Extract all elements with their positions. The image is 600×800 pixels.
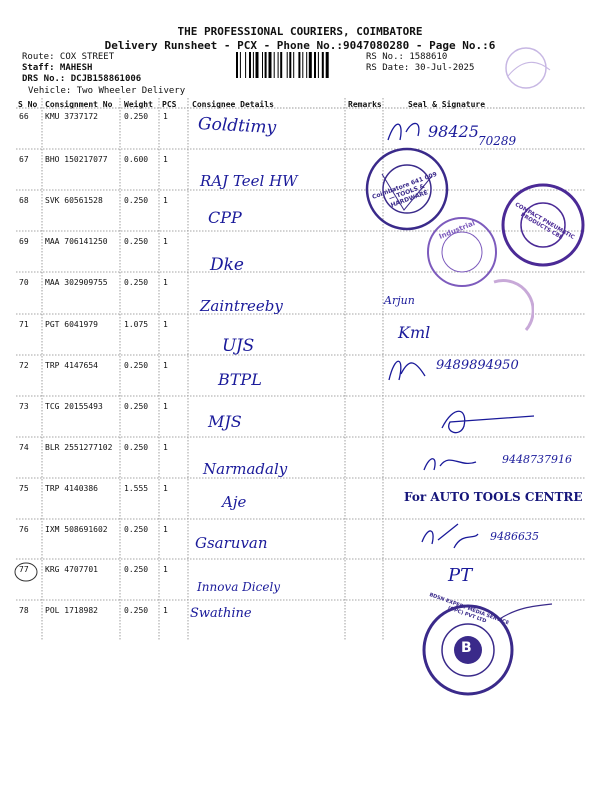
row-weight: 0.250 bbox=[124, 606, 149, 615]
col-consignment: Consignment No bbox=[45, 100, 113, 109]
signature-74-scribble bbox=[420, 448, 500, 478]
consignee-handwriting-69: Dke bbox=[210, 255, 244, 275]
signature-phone-66: 98425 bbox=[428, 122, 479, 141]
row-consignment: MAA 706141250 bbox=[45, 237, 108, 246]
consignee-handwriting-70: Zaintreeby bbox=[200, 297, 283, 315]
row-weight: 0.250 bbox=[124, 361, 149, 370]
row-consignment: TRP 4147654 bbox=[45, 361, 98, 370]
row-consignment: SVK 60561528 bbox=[45, 196, 103, 205]
row-sno: 78 bbox=[19, 606, 29, 615]
signature-71: Kml bbox=[398, 323, 431, 342]
row-pcs: 1 bbox=[163, 484, 168, 493]
signature-77: PT bbox=[448, 565, 473, 586]
row-consignment: KRG 4707701 bbox=[45, 565, 98, 574]
row-weight: 1.075 bbox=[124, 320, 149, 329]
row-weight: 1.555 bbox=[124, 484, 149, 493]
drs-label: DRS No.: DCJB158861006 bbox=[22, 74, 142, 84]
row-pcs: 1 bbox=[163, 112, 168, 121]
staff-label: Staff: MAHESH bbox=[22, 63, 93, 73]
row-pcs: 1 bbox=[163, 606, 168, 615]
row-pcs: 1 bbox=[163, 443, 168, 452]
signature-stamp-75: For AUTO TOOLS CENTRE bbox=[404, 490, 583, 504]
signature-73 bbox=[434, 398, 544, 446]
col-weight: Weight bbox=[124, 100, 153, 109]
row-pcs: 1 bbox=[163, 320, 168, 329]
consignee-handwriting-72: BTPL bbox=[218, 370, 262, 389]
company-title: THE PROFESSIONAL COURIERS, COIMBATORE bbox=[177, 25, 423, 38]
row-weight: 0.250 bbox=[124, 402, 149, 411]
row-weight: 0.250 bbox=[124, 112, 149, 121]
consignee-handwriting-66: Goldtimy bbox=[197, 113, 277, 139]
col-consignee: Consignee Details bbox=[192, 100, 274, 109]
stamp-compact-pneumatic bbox=[498, 180, 588, 274]
consignee-handwriting-74: Narmadaly bbox=[203, 460, 288, 478]
stamp-tools-hardware-text: Coimbatore 641 009 — TOOLS & HARDWARE bbox=[371, 170, 438, 210]
row-sno: 68 bbox=[19, 196, 29, 205]
row-pcs: 1 bbox=[163, 525, 168, 534]
signature-76-scribble bbox=[418, 518, 498, 558]
stamp-compact-pneumatic-text: COMPACT PNEUMATIC PRODUCTS CBE bbox=[513, 201, 576, 242]
row-sno: 77 bbox=[19, 565, 29, 574]
stamp-industrial-text: Industrial bbox=[437, 219, 477, 241]
row-weight: 0.250 bbox=[124, 565, 149, 574]
row-pcs: 1 bbox=[163, 402, 168, 411]
signature-phone-76: 9486635 bbox=[490, 530, 539, 543]
row-sno: 71 bbox=[19, 320, 29, 329]
row-pcs: 1 bbox=[163, 278, 168, 287]
rs-number: RS No.: 1588610 bbox=[366, 52, 448, 62]
consignee-handwriting-76: Gsaruvan bbox=[195, 534, 268, 552]
row-consignment: TRP 4140386 bbox=[45, 484, 98, 493]
col-pcs: PCS bbox=[162, 100, 177, 109]
route-label: Route: COX STREET bbox=[22, 52, 115, 62]
stamp-industrial bbox=[424, 214, 500, 294]
row-consignment: BLR 2551277102 bbox=[45, 443, 113, 452]
consignee-handwriting-75: Aje bbox=[222, 493, 247, 511]
col-seal: Seal & Signature bbox=[408, 100, 486, 109]
stamp-expert-media-logo: B bbox=[461, 640, 472, 656]
signature-phone-72: 9489894950 bbox=[436, 358, 519, 373]
row-consignment: POL 1718982 bbox=[45, 606, 98, 615]
signature-phone-66b: 70289 bbox=[478, 134, 517, 148]
runsheet-subtitle: Delivery Runsheet - PCX - Phone No.:9047080280 - Page No.:6 bbox=[104, 39, 496, 52]
row-weight: 0.250 bbox=[124, 196, 149, 205]
row-consignment: IXM 508691602 bbox=[45, 525, 108, 534]
row-sno: 69 bbox=[19, 237, 29, 246]
row-sno: 70 bbox=[19, 278, 29, 287]
row-pcs: 1 bbox=[163, 361, 168, 370]
row-weight: 0.600 bbox=[124, 155, 149, 164]
circle-mark-77 bbox=[12, 560, 42, 584]
col-sno: S No bbox=[18, 100, 38, 109]
vehicle-label: Vehicle: Two Wheeler Delivery bbox=[28, 86, 186, 96]
rs-date: RS Date: 30-Jul-2025 bbox=[366, 63, 475, 73]
consignee-handwriting-68: CPP bbox=[208, 208, 242, 227]
row-sno: 72 bbox=[19, 361, 29, 370]
consignee-handwriting-67: RAJ Teel HW bbox=[200, 172, 298, 190]
signature-70: Arjun bbox=[384, 294, 415, 307]
row-pcs: 1 bbox=[163, 155, 168, 164]
row-sno: 67 bbox=[19, 155, 29, 164]
consignee-handwriting-71: UJS bbox=[222, 336, 255, 356]
row-sno: 66 bbox=[19, 112, 29, 121]
row-weight: 0.250 bbox=[124, 443, 149, 452]
stamp-expert-media-text: BDSN EXPERT MEDIA SERVICE (OPC) PVT LTD bbox=[428, 591, 510, 627]
row-consignment: MAA 302909755 bbox=[45, 278, 108, 287]
consignee-handwriting-78: Swathine bbox=[190, 606, 252, 621]
row-pcs: 1 bbox=[163, 196, 168, 205]
row-sno: 74 bbox=[19, 443, 29, 452]
row-consignment: TCG 20155493 bbox=[45, 402, 103, 411]
row-consignment: PGT 6041979 bbox=[45, 320, 98, 329]
row-weight: 0.250 bbox=[124, 237, 149, 246]
consignee-handwriting-73: MJS bbox=[208, 412, 242, 431]
faint-stamp-edge bbox=[490, 276, 534, 336]
signature-phone-74: 9448737916 bbox=[502, 453, 572, 466]
row-consignment: BHO 150217077 bbox=[45, 155, 108, 164]
row-weight: 0.250 bbox=[124, 525, 149, 534]
row-consignment: KMU 3737172 bbox=[45, 112, 98, 121]
row-pcs: 1 bbox=[163, 237, 168, 246]
row-sno: 76 bbox=[19, 525, 29, 534]
row-weight: 0.250 bbox=[124, 278, 149, 287]
row-pcs: 1 bbox=[163, 565, 168, 574]
consignee-handwriting-77: Innova Dicely bbox=[197, 580, 281, 594]
col-remarks: Remarks bbox=[348, 100, 382, 109]
row-sno: 73 bbox=[19, 402, 29, 411]
stamp-signature-line bbox=[496, 602, 556, 626]
row-sno: 75 bbox=[19, 484, 29, 493]
